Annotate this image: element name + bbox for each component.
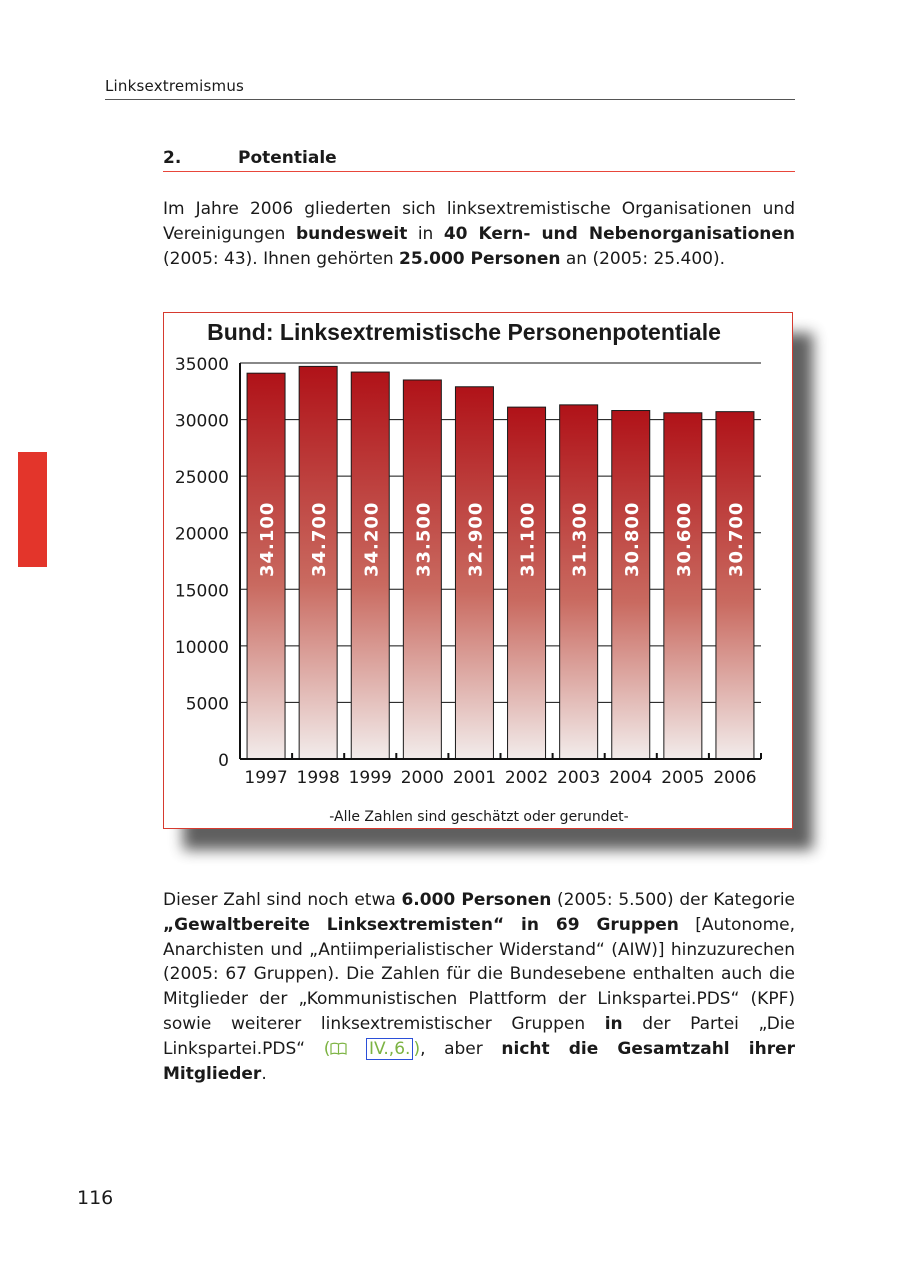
chapter-marker-tab	[18, 452, 47, 567]
x-tick-label: 2006	[713, 768, 757, 788]
emphasis-text: bundesweit	[295, 223, 408, 244]
y-tick-label: 15000	[174, 581, 229, 602]
bar-value-label: 34.200	[361, 501, 383, 577]
text-run: , aber	[420, 1038, 502, 1059]
body-paragraph	[163, 888, 795, 1086]
emphasis-text: „Gewaltbereite Linksextremisten“ in 69 Gruppen	[163, 914, 679, 935]
reference-close-paren: )	[413, 1038, 421, 1059]
x-tick-label: 2004	[609, 768, 653, 788]
y-tick-label: 35000	[174, 355, 229, 375]
bar-value-label: 31.100	[517, 501, 539, 577]
text-run: an (2005: 25.400).	[560, 248, 726, 269]
y-tick-label: 5000	[185, 694, 229, 715]
section-title: Potentiale	[238, 148, 337, 168]
bar-value-label: 34.100	[257, 501, 279, 577]
page-number: 116	[77, 1187, 114, 1209]
y-tick-label: 30000	[174, 411, 229, 432]
bar-value-label: 30.600	[673, 501, 695, 577]
text-run: in	[407, 223, 444, 244]
x-tick-label: 2000	[400, 768, 444, 788]
bar-value-label: 30.700	[725, 501, 747, 577]
chart-title: Bund: Linksextremistische Personenpotentiale	[207, 319, 721, 345]
bar-2004	[612, 411, 650, 759]
bar-2005	[664, 413, 702, 759]
x-tick-label: 2003	[557, 768, 601, 788]
x-tick-label: 1998	[296, 768, 340, 788]
emphasis-text: nicht die Gesamtzahl ihrer Mitglieder	[163, 1038, 795, 1084]
y-tick-label: 20000	[174, 524, 229, 545]
section-heading	[163, 148, 795, 172]
chart-frame	[163, 312, 793, 829]
bar-chart	[164, 313, 794, 830]
emphasis-text: 40 Kern- und Nebenorganisationen	[443, 223, 795, 244]
y-tick-label: 10000	[174, 637, 229, 658]
bar-2003	[560, 405, 598, 759]
text-run: Dieser Zahl sind noch etwa	[163, 890, 402, 910]
chart-footnote: -Alle Zahlen sind geschätzt oder gerundet-	[329, 809, 629, 825]
text-run: .	[261, 1063, 267, 1084]
bar-2002	[508, 407, 546, 759]
bar-value-label: 31.300	[569, 501, 591, 577]
cross-reference-link[interactable]: IV.,6.	[366, 1038, 413, 1060]
text-run: (2005: 43). Ihnen gehörten	[163, 248, 400, 269]
bar-2006	[716, 412, 754, 759]
bar-value-label: 30.800	[621, 501, 643, 577]
x-tick-label: 2001	[452, 768, 497, 788]
text-run: der Partei „Die Linkspartei.PDS“	[163, 1013, 795, 1059]
x-tick-label: 1999	[348, 768, 392, 788]
bar-value-label: 34.700	[309, 501, 331, 577]
bar-value-label: 32.900	[465, 501, 487, 577]
book-icon	[330, 1039, 347, 1059]
emphasis-text: 6.000 Personen	[401, 890, 552, 910]
x-tick-label: 2002	[504, 768, 549, 788]
text-run: [Autonome, Anarchisten und „Antiimperialistischer Widerstand“ (AIW)] hinzuzurechen (2005: 67 Gruppen). Die Zahlen für die Bundesebene enthalten auch die Mitglieder der „Kommunistischen Plattform der Linkspartei.PDS“ (KPF) sowie weiterer linksextremistischer Gruppen	[163, 914, 795, 1034]
emphasis-text: 25.000 Personen	[399, 248, 561, 269]
bar-value-label: 33.500	[413, 501, 435, 577]
x-tick-label: 2005	[661, 768, 705, 788]
y-tick-label: 25000	[174, 468, 229, 489]
reference-open-paren: (	[323, 1038, 331, 1059]
intro-paragraph	[163, 197, 795, 271]
y-tick-label: 0	[218, 751, 229, 771]
running-header: Linksextremismus	[105, 77, 795, 100]
emphasis-text: in	[604, 1013, 623, 1034]
text-run: Im Jahre 2006 gliederten sich linksextremistische Organisationen und Vereinigungen	[163, 199, 795, 244]
section-number: 2.	[163, 148, 182, 168]
text-run: (2005: 5.500) der Kategorie	[551, 890, 795, 910]
x-tick-label: 1997	[244, 768, 288, 788]
